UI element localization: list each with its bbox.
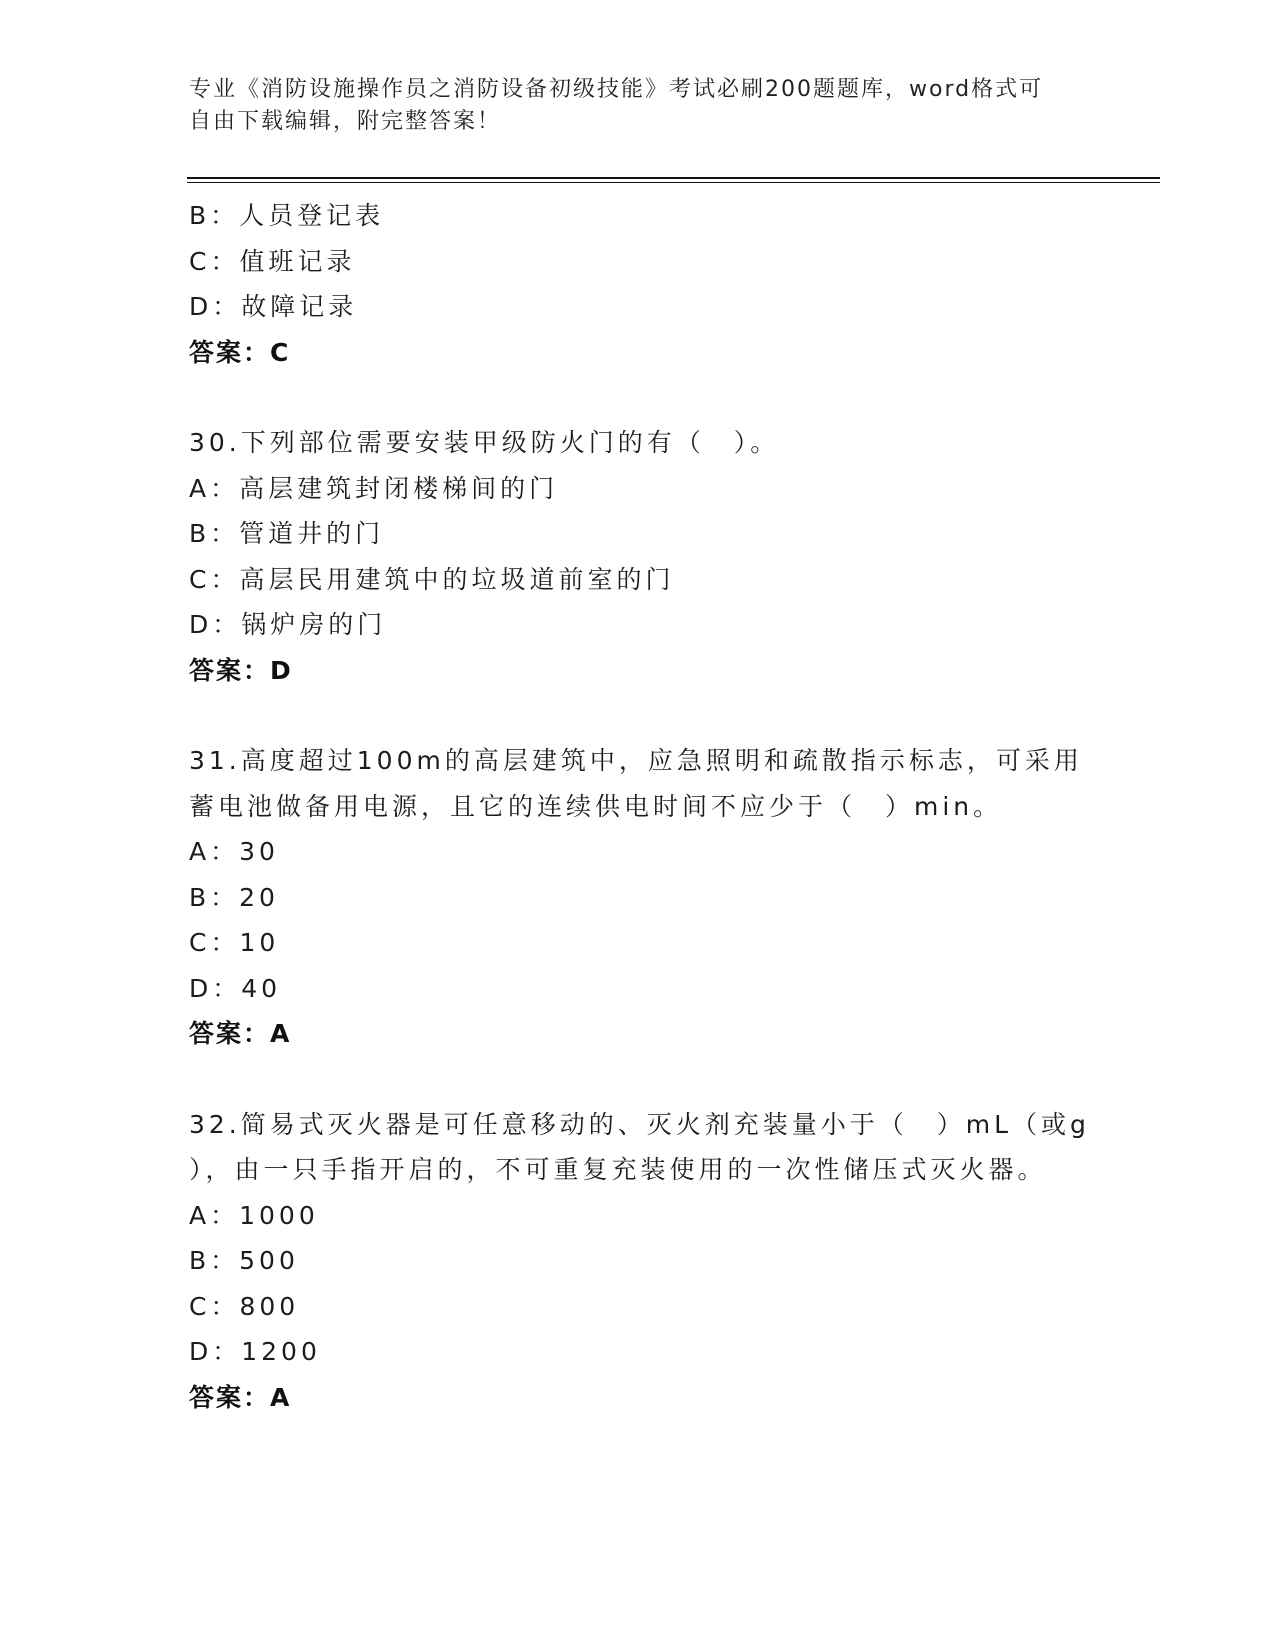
option-c: C：值班记录 <box>189 246 356 276</box>
option-c: C：高层民用建筑中的垃圾道前室的门 <box>189 564 675 594</box>
document-header <box>189 74 1069 138</box>
option-c: C：800 <box>189 1291 300 1321</box>
option-b: B：500 <box>189 1246 299 1275</box>
question-spacer <box>189 1057 1089 1102</box>
question-stem: 30.下列部位需要安装甲级防火门的有（ ）。 <box>189 428 780 457</box>
answer-label: 答案：D <box>189 655 293 685</box>
header-divider <box>187 177 1160 183</box>
option-a: A：1000 <box>189 1200 319 1230</box>
question-31 <box>189 738 1089 1057</box>
option-b: B：管道井的门 <box>189 519 385 548</box>
question-30 <box>189 420 1089 693</box>
option-b: B：人员登记表 <box>189 201 385 230</box>
question-stem-line-2: ），由一只手指开启的，不可重复充装使用的一次性储压式灭火器。 <box>189 1155 1047 1184</box>
question-list <box>189 193 1089 1420</box>
option-d: D：故障记录 <box>189 292 358 321</box>
header-line-1: 专业《消防设施操作员之消防设备初级技能》考试必刷200题题库，word格式可 <box>189 77 1044 102</box>
option-d: D：锅炉房的门 <box>189 610 387 639</box>
question-spacer <box>189 693 1089 738</box>
question-spacer <box>189 375 1089 420</box>
question-stem-line-1: 31.高度超过100m的高层建筑中，应急照明和疏散指示标志，可采用 <box>189 746 1083 775</box>
answer-label: 答案：C <box>189 337 291 367</box>
answer-label: 答案：A <box>189 1019 292 1048</box>
header-line-2: 自由下载编辑，附完整答案！ <box>189 109 502 134</box>
question-stem-line-2: 蓄电池做备用电源，且它的连续供电时间不应少于（ ）min。 <box>189 791 1003 821</box>
question-32 <box>189 1102 1089 1421</box>
answer-label: 答案：A <box>189 1382 292 1412</box>
option-d: D：40 <box>189 973 282 1003</box>
question-stem-line-1: 32.简易式灭火器是可任意移动的、灭火剂充装量小于（ ）mL（或g <box>189 1109 1090 1139</box>
option-c: C：10 <box>189 928 280 957</box>
question-29 <box>189 193 1089 375</box>
option-a: A：高层建筑封闭楼梯间的门 <box>189 473 559 503</box>
option-a: A：30 <box>189 837 279 866</box>
option-b: B：20 <box>189 882 279 912</box>
option-d: D：1200 <box>189 1337 321 1366</box>
